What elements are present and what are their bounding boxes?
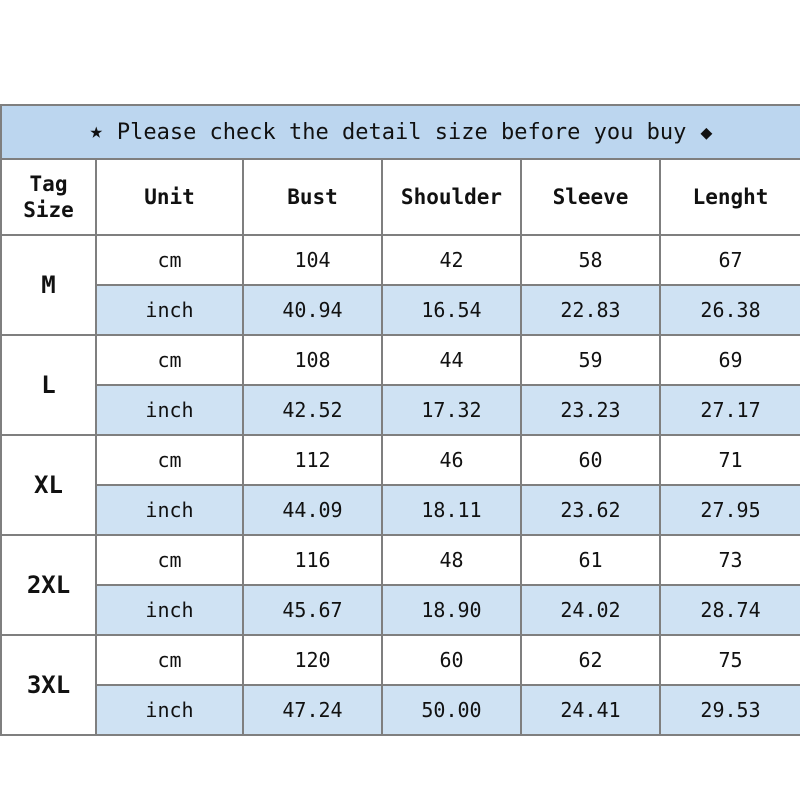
bust-cm: 108 xyxy=(243,335,382,385)
diamond-icon: ◆ xyxy=(700,120,713,144)
table-row xyxy=(1,585,800,635)
lenght-inch: 29.53 xyxy=(660,685,800,735)
size-label: XL xyxy=(1,435,96,535)
size-label: 3XL xyxy=(1,635,96,735)
unit-inch: inch xyxy=(96,585,243,635)
header-unit: Unit xyxy=(96,159,243,235)
size-chart-table xyxy=(0,104,800,736)
table-row xyxy=(1,335,800,385)
shoulder-cm: 46 xyxy=(382,435,521,485)
bust-inch: 40.94 xyxy=(243,285,382,335)
unit-inch: inch xyxy=(96,285,243,335)
shoulder-inch: 18.90 xyxy=(382,585,521,635)
header-tag-label: Tag xyxy=(29,171,68,196)
sleeve-inch: 24.41 xyxy=(521,685,660,735)
unit-cm: cm xyxy=(96,335,243,385)
lenght-cm: 71 xyxy=(660,435,800,485)
shoulder-inch: 16.54 xyxy=(382,285,521,335)
table-row xyxy=(1,285,800,335)
lenght-cm: 69 xyxy=(660,335,800,385)
table-row xyxy=(1,385,800,435)
table-row xyxy=(1,535,800,585)
bust-inch: 45.67 xyxy=(243,585,382,635)
header-row xyxy=(1,159,800,235)
bust-inch: 47.24 xyxy=(243,685,382,735)
bust-inch: 42.52 xyxy=(243,385,382,435)
shoulder-cm: 48 xyxy=(382,535,521,585)
lenght-cm: 75 xyxy=(660,635,800,685)
shoulder-cm: 42 xyxy=(382,235,521,285)
banner-text: Please check the detail size before you buy xyxy=(116,119,687,145)
sleeve-inch: 24.02 xyxy=(521,585,660,635)
table-row xyxy=(1,635,800,685)
sleeve-inch: 22.83 xyxy=(521,285,660,335)
shoulder-inch: 18.11 xyxy=(382,485,521,535)
shoulder-cm: 44 xyxy=(382,335,521,385)
shoulder-inch: 17.32 xyxy=(382,385,521,435)
bust-inch: 44.09 xyxy=(243,485,382,535)
unit-cm: cm xyxy=(96,535,243,585)
sleeve-cm: 60 xyxy=(521,435,660,485)
sleeve-cm: 59 xyxy=(521,335,660,385)
header-size-label: Size xyxy=(23,198,74,222)
lenght-cm: 67 xyxy=(660,235,800,285)
shoulder-cm: 60 xyxy=(382,635,521,685)
unit-inch: inch xyxy=(96,385,243,435)
sleeve-inch: 23.62 xyxy=(521,485,660,535)
table-row xyxy=(1,435,800,485)
banner-row xyxy=(1,105,800,159)
header-tag-size xyxy=(1,159,96,235)
banner-cell xyxy=(1,105,800,159)
size-label: 2XL xyxy=(1,535,96,635)
lenght-cm: 73 xyxy=(660,535,800,585)
bust-cm: 112 xyxy=(243,435,382,485)
lenght-inch: 27.17 xyxy=(660,385,800,435)
table-row xyxy=(1,235,800,285)
header-lenght: Lenght xyxy=(660,159,800,235)
lenght-inch: 28.74 xyxy=(660,585,800,635)
shoulder-inch: 50.00 xyxy=(382,685,521,735)
bust-cm: 120 xyxy=(243,635,382,685)
sleeve-cm: 62 xyxy=(521,635,660,685)
header-bust: Bust xyxy=(243,159,382,235)
unit-inch: inch xyxy=(96,685,243,735)
unit-cm: cm xyxy=(96,235,243,285)
unit-cm: cm xyxy=(96,635,243,685)
table-row xyxy=(1,685,800,735)
header-shoulder: Shoulder xyxy=(382,159,521,235)
unit-cm: cm xyxy=(96,435,243,485)
lenght-inch: 27.95 xyxy=(660,485,800,535)
bust-cm: 104 xyxy=(243,235,382,285)
size-label: L xyxy=(1,335,96,435)
size-label: M xyxy=(1,235,96,335)
sleeve-inch: 23.23 xyxy=(521,385,660,435)
unit-inch: inch xyxy=(96,485,243,535)
sleeve-cm: 58 xyxy=(521,235,660,285)
header-sleeve: Sleeve xyxy=(521,159,660,235)
table-row xyxy=(1,485,800,535)
star-icon: ★ xyxy=(89,119,103,144)
bust-cm: 116 xyxy=(243,535,382,585)
lenght-inch: 26.38 xyxy=(660,285,800,335)
sleeve-cm: 61 xyxy=(521,535,660,585)
size-chart-container xyxy=(0,104,800,736)
